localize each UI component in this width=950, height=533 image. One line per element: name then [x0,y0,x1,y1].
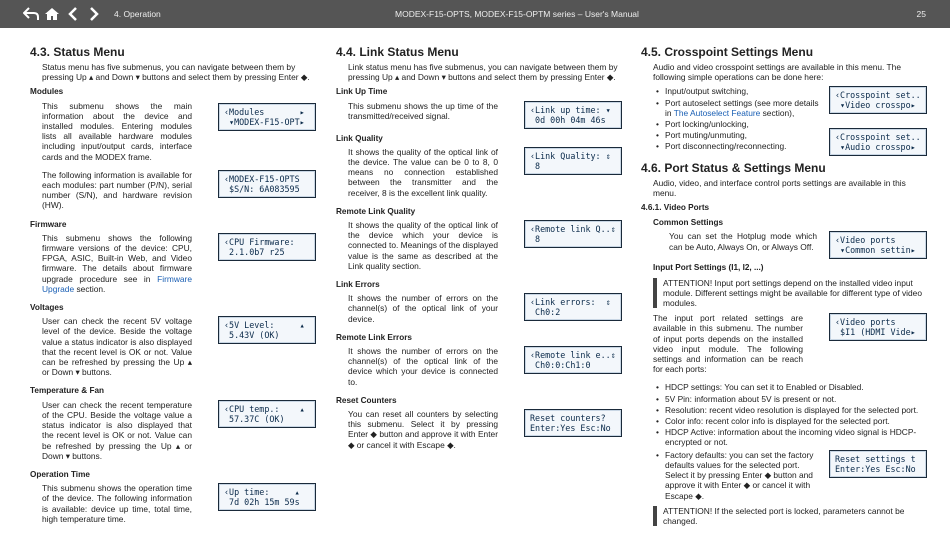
text: This submenu shows the following firmware versions of the device: CPU, FPGA, ASIC, Built-in Web, and Video firmware. The details about firmware upgrade procedure see in [42,232,192,284]
paragraph: Audio, video, and interface control ports settings are available in this menu. [653,177,906,198]
lcd-display: ‹CPU Firmware: 2.1.0b7 r25 [218,233,316,261]
modules-block [30,101,316,166]
nav-icons [0,5,110,23]
link-quality-block [336,147,622,202]
common-settings-block [641,231,927,259]
list-item: • Port disconnecting/reconnecting. [653,141,823,151]
paragraph: User can check the recent 5V voltage level of the device. Beside the voltage value a status indicator is also displayed that the recent level is OK or not. Value can be refreshed by pressing the Up ▴ or Down ▾ buttons. [42,316,192,378]
section-heading: 4.3. Status Menu [30,45,125,59]
paragraph: You can set the Hotplug mode which can be Auto, Always On, or Always Off. [669,231,817,252]
remote-link-errors-block [336,346,622,391]
paragraph: You can reset all counters by selecting this submenu. Select it by pressing Enter ◆ button and approve it with Enter ◆ or cancel it with Escape ◆. [348,409,498,450]
input-port-block [641,313,927,378]
lcd-display: ‹Remote link Q..⇕ 8 [524,220,622,248]
reset-counters-block [336,409,622,454]
text: section. [74,283,106,294]
paragraph: User can check the recent temperature of the CPU. Beside the voltage value a status indicator is also displayed that the recent level is OK or not. Value can be refreshed by pressing the Up ▴ or Down ▾ buttons. [42,399,192,461]
subheading: Link Quality [336,133,383,143]
subheading: Temperature & Fan [30,386,105,396]
subheading: Remote Link Quality [336,206,416,216]
paragraph: It shows the number of errors on the channel(s) of the optical link of your device. [348,293,498,324]
remote-link-quality-block [336,220,622,275]
text: Port autoselect settings (see more details in [665,97,819,118]
port-settings-list [641,382,927,447]
operation-time-block [30,483,316,528]
lcd-display: ‹Video ports ▾Common settin▸ [829,231,927,259]
list-item: • HDCP Active: information about the incoming video signal is HDCP-encrypted or not. [653,427,927,447]
lcd-display: ‹Modules ▸ ▾MODEX-F15-OPT▸ [218,103,316,131]
autoselect-feature-link[interactable]: The Autoselect Feature [673,107,761,118]
paragraph [42,233,192,294]
next-page-icon[interactable] [85,5,103,23]
lcd-display: ‹CPU temp.: ▴ 57.37C (OK) [218,400,316,428]
subheading: Common Settings [653,218,724,228]
attention-note: ATTENTION! Input port settings depend on the installed video input module. Different settings might be available for different type of video modules. [653,278,927,309]
modules-info-block [30,170,316,215]
paragraph: Status menu has five submenus, you can navigate between them by pressing Up ▴ and Down ▾ buttons and select them by pressing Enter ◆. [42,62,310,83]
lcd-display: Reset counters? Enter:Yes Esc:No [524,409,622,437]
column-link-status-menu [336,45,622,458]
factory-defaults-block [641,450,927,502]
section-heading: 4.6. Port Status & Settings Menu [641,160,826,175]
list-item: • HDCP settings: You can set it to Enabled or Disabled. [653,382,927,392]
lcd-display: ‹Crosspoint set.. ▾Video crosspo▸ [829,86,927,114]
lcd-stack [829,86,927,156]
firmware-block [30,233,316,298]
page-number: 25 [916,9,926,19]
subheading: Modules [30,87,64,97]
lcd-display: ‹Up time: ▴ 7d 02h 15m 59s [218,483,316,511]
subheading: Link Errors [336,280,380,290]
link-up-block [336,101,622,129]
lcd-display: ‹Link Quality: ⇕ 8 [524,147,622,175]
paragraph: This submenu shows the up time of the transmitted/received signal. [348,100,498,121]
list-item: • Resolution: recent video resolution is displayed for the selected port. [653,405,927,415]
lcd-display: ‹Link errors: ⇕ Ch0:2 [524,293,622,321]
section-heading: 4.4. Link Status Menu [336,45,459,59]
section-heading: 4.5. Crosspoint Settings Menu [641,45,814,59]
back-icon[interactable] [22,5,40,23]
lcd-display: ‹Remote link e..⇕ Ch0:0:Ch1:0 [524,346,622,374]
link-errors-block [336,293,622,328]
column-crosspoint-port-menu [641,45,927,531]
document-title: MODEX-F15-OPTS, MODEX-F15-OPTM series – User's Manual [395,9,639,19]
paragraph: Audio and video crosspoint settings are available in this menu. The following simple operations can be done here: [653,62,901,83]
paragraph: This submenu shows the operation time of the device. The following information is available: device up time, total time, high temperature time. [42,483,192,524]
text: section), [760,107,795,118]
lcd-display: ‹Crosspoint set.. ▾Audio crosspo▸ [829,128,927,156]
column-status-menu [30,45,316,532]
list-item [653,98,823,118]
subheading: Reset Counters [336,395,397,405]
paragraph: The input port related settings are available in this submenu. The number of input ports depends on the installed video input module. The following settings and information can be reach for each ports: [653,313,803,375]
lcd-display: ‹5V Level: ▴ 5.43V (OK) [218,316,316,344]
temperature-block [30,400,316,465]
paragraph: Link status menu has five submenus, you can navigate between them by pressing Up ▴ and Down ▾ buttons and select them by pressing Enter ◆. [348,62,618,83]
attention-note: ATTENTION! If the selected port is locked, parameters cannot be changed. [653,506,927,526]
list-item: • Input/output switching, [653,86,823,96]
top-bar [0,0,950,28]
subheading: Voltages [30,303,64,313]
list-item: • Color info: recent color info is displayed for the selected port. [653,416,927,426]
subheading: Remote Link Errors [336,332,412,342]
list-item: • Port muting/unmuting, [653,130,823,140]
factory-defaults-list [653,450,815,502]
subheading: Firmware [30,219,67,229]
paragraph: It shows the quality of the optical link of the device. The value can be 0 to 8, 0 means no connection established between the transmitter and the receiver, 8 is the excellent link quality. [348,146,498,198]
crosspoint-block [641,86,927,156]
chapter-title: 4. Operation [114,8,161,19]
subsection-heading: 4.6.1. Video Ports [641,203,710,213]
previous-page-icon[interactable] [64,5,82,23]
paragraph: It shows the number of errors on the channel(s) of the optical link of the device which your device is connected to. [348,346,498,387]
subheading: Operation Time [30,469,90,479]
paragraph: The following information is available for each modules: part number (P/N), serial number (S/N), and hardware revision (HW). [42,169,192,211]
paragraph: This submenu shows the main information about the device and installed modules. Entering modules lists all available hardware modules including input/output cards, interface cards and the MODEX frame. [42,100,192,162]
voltages-block [30,316,316,381]
operations-list [653,86,823,152]
lcd-display: Reset settings t Enter:Yes Esc:No [829,450,927,478]
firmware-upgrade-link[interactable]: Firmware Upgrade [42,273,192,294]
list-item: • Factory defaults: you can set the factory defaults values for the selected port. Select it by pressing Enter ◆ button and approve it with Enter ◆ or cancel it with Escape ◆. [653,450,815,501]
list-item: • 5V Pin: information about 5V is present or not. [653,394,927,404]
lcd-display: ‹MODEX-F15-OPTS $S/N: 6A083595 [218,170,316,198]
home-icon[interactable] [43,5,61,23]
lcd-display: ‹Link up time: ▾ 0d 00h 04m 46s [524,101,622,129]
lcd-display: ‹Video ports $I1 (HDMI Vide▸ [829,313,927,341]
subheading: Input Port Settings (I1, I2, ...) [653,263,764,273]
paragraph: It shows the quality of the optical link of the device which your device is connected to. Meanings of the displayed value is the same as described at the Link quality section. [348,220,498,271]
subheading: Link Up Time [336,87,388,97]
list-item: • Port locking/unlocking, [653,119,823,129]
